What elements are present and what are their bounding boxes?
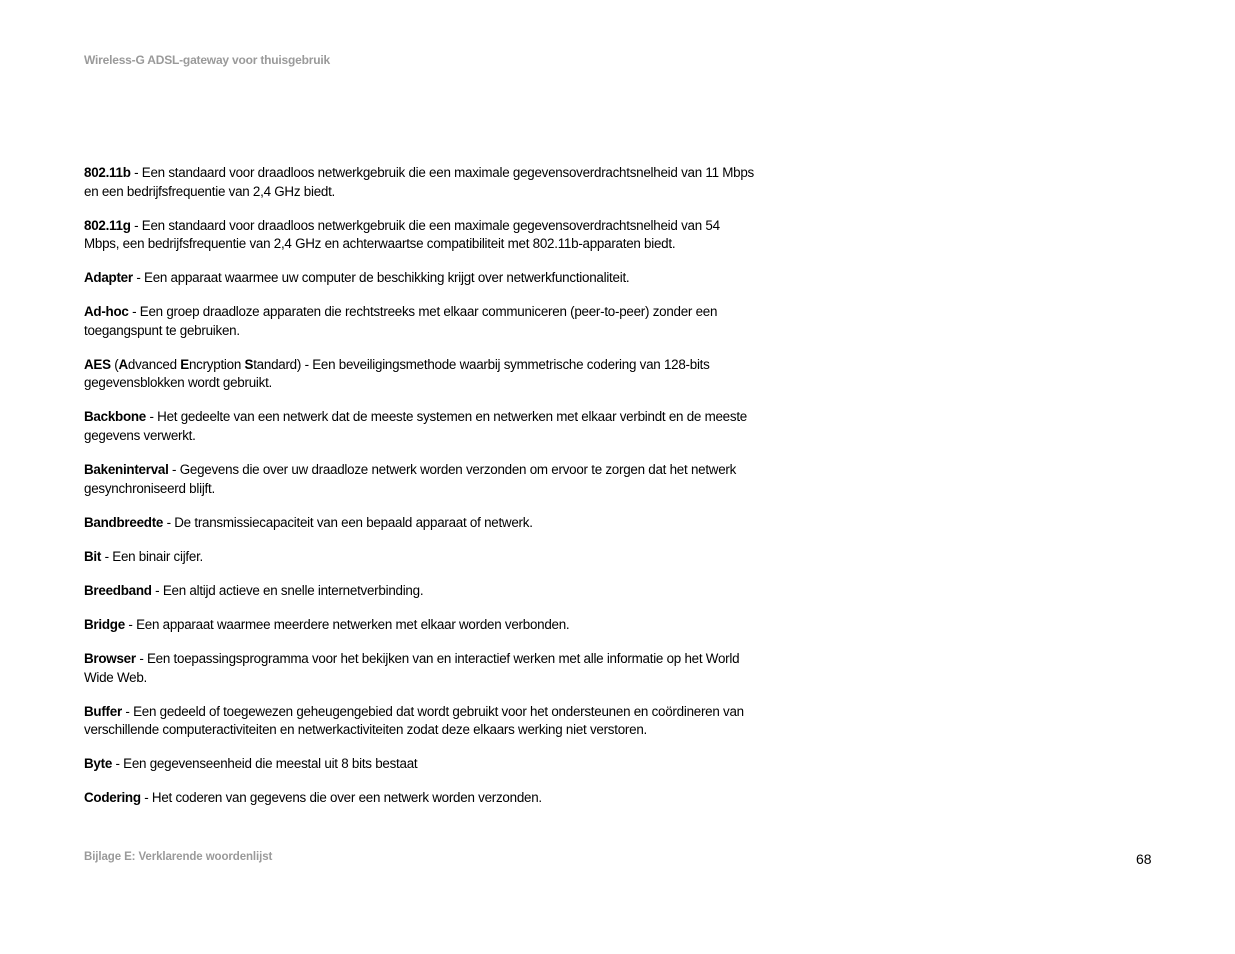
glossary-term: Backbone (84, 409, 146, 425)
glossary-term: Ad-hoc (84, 304, 129, 320)
glossary-expansion-close: ) (296, 356, 302, 372)
glossary-definition: - Gegevens die over uw draadloze netwerk worden verzonden om ervoor te zorgen dat het netwerk gesynchroniseerd blijft. (84, 462, 737, 496)
glossary-definition: - Een toepassingsprogramma voor het bekijken van en interactief werken met alle informatie op het World Wide Web. (84, 651, 740, 685)
glossary-term: AES (84, 356, 111, 372)
glossary-term: Buffer (84, 703, 122, 719)
glossary-entry-adapter (84, 269, 756, 288)
glossary-definition: - Een gegevenseenheid die meestal uit 8 bits bestaat (112, 756, 418, 772)
glossary-expansion-rest: tandard (253, 356, 297, 372)
glossary-list (84, 164, 756, 823)
glossary-entry-802-11g (84, 217, 756, 254)
glossary-definition: - Een beveiligingsmethode waarbij symmetrische codering van 128-bits gegevensblokken wordt gebruikt. (84, 356, 710, 391)
glossary-expansion-initial: E (180, 356, 189, 372)
glossary-term: Adapter (84, 270, 133, 286)
glossary-definition: - Een gedeeld of toegewezen geheugengebied dat wordt gebruikt voor het ondersteunen en coördineren van verschillende computeractiviteiten en netwerkactiviteiten zodat deze elkaars werking niet verstoren. (84, 703, 744, 738)
glossary-definition: - Een groep draadloze apparaten die rechtstreeks met elkaar communiceren (peer-to-peer) zonder een toegangspunt te gebruiken. (84, 304, 718, 338)
glossary-entry-bridge (84, 616, 756, 635)
glossary-term: Bandbreedte (84, 514, 164, 530)
glossary-definition: - Een standaard voor draadloos netwerkgebruik die een maximale gegevensoverdrachtsnelheid van 54 Mbps, een bedrijfsfrequentie van 2,4 GHz en achterwaartse compatibiliteit met 802.11b-apparaten biedt. (84, 217, 720, 252)
glossary-entry-breedband (84, 582, 756, 601)
glossary-term: Bit (84, 548, 102, 564)
glossary-entry-byte (84, 755, 756, 774)
glossary-definition: - Een binair cijfer. (101, 548, 204, 564)
glossary-entry-bit (84, 548, 756, 567)
running-header: Wireless-G ADSL-gateway voor thuisgebruik (84, 53, 330, 67)
glossary-definition: - Een apparaat waarmee meerdere netwerken met elkaar worden verbonden. (124, 616, 570, 632)
glossary-term: Byte (84, 756, 113, 772)
glossary-expansion-initial: A (118, 356, 128, 372)
glossary-expansion-initial: S (244, 356, 254, 372)
glossary-term: Codering (84, 790, 141, 806)
glossary-entry-buffer (84, 703, 756, 740)
glossary-entry-aes (84, 356, 756, 393)
glossary-entry-bandbreedte (84, 514, 756, 533)
glossary-term: Breedband (84, 582, 152, 598)
glossary-definition: - Het gedeelte van een netwerk dat de meeste systemen en netwerken met elkaar verbindt en de meeste gegevens verwerkt. (84, 409, 747, 443)
glossary-term: 802.11g (84, 217, 131, 233)
glossary-entry-bakeninterval (84, 461, 756, 498)
glossary-entry-ad-hoc (84, 303, 756, 340)
glossary-term: Bakeninterval (84, 462, 169, 478)
glossary-definition: - Een altijd actieve en snelle internetverbinding. (151, 582, 424, 598)
glossary-expansion-rest: ncryption (188, 356, 245, 372)
glossary-entry-codering (84, 789, 756, 808)
glossary-definition: - Het coderen van gegevens die over een netwerk worden verzonden. (140, 790, 542, 806)
glossary-entry-backbone (84, 408, 756, 445)
glossary-expansion-rest: dvanced (127, 356, 181, 372)
running-footer: Bijlage E: Verklarende woordenlijst (84, 851, 273, 863)
glossary-term: 802.11b (84, 165, 131, 180)
glossary-definition: - Een apparaat waarmee uw computer de beschikking krijgt over netwerkfunctionaliteit. (132, 270, 630, 286)
page-number: 68 (1136, 851, 1152, 867)
glossary-entry-browser (84, 650, 756, 687)
glossary-expansion-open: ( (110, 356, 119, 372)
glossary-definition: - Een standaard voor draadloos netwerkgebruik die een maximale gegevensoverdrachtsnelheid van 11 Mbps en een bedrijfsfrequentie van 2,4 GHz biedt. (84, 165, 754, 199)
glossary-term: Bridge (84, 616, 125, 632)
glossary-definition: - De transmissiecapaciteit van een bepaald apparaat of netwerk. (163, 514, 533, 530)
glossary-term: Browser (84, 651, 136, 667)
glossary-entry-802-11b (84, 164, 756, 201)
